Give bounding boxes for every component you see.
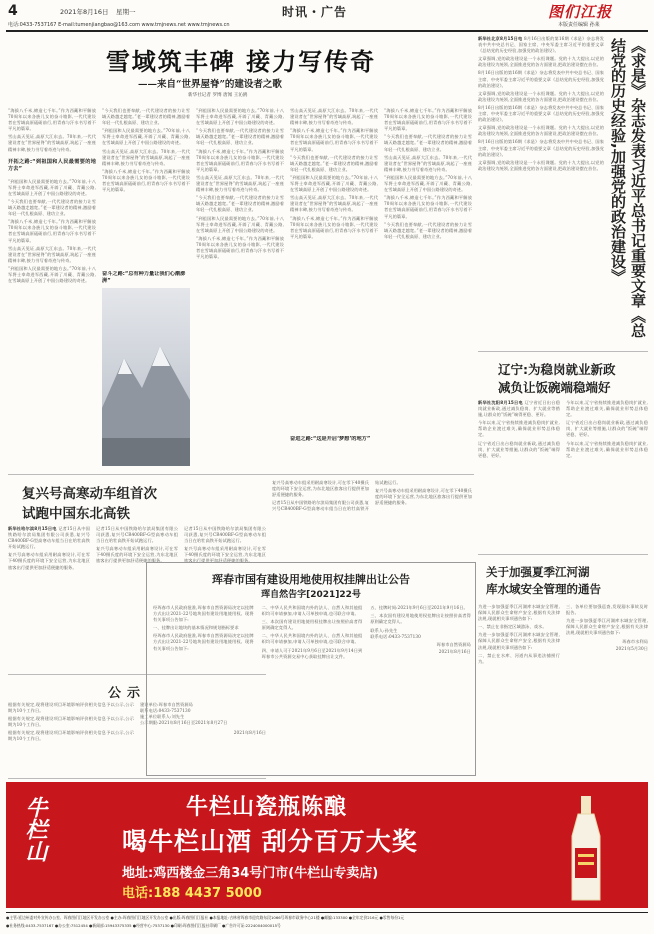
mountain-photo-icon bbox=[102, 288, 190, 466]
ad-line-1: 牛栏山瓷瓶陈酿 bbox=[186, 795, 348, 820]
lead-paragraph: “海拔八千米,缔造七千年。”作为西藏和平解放70周年以来各族儿女的奋斗缩影,一代代建设者在雪域高原砥砺前行,用青春与汗水书写着不平凡的篇章。 bbox=[290, 215, 378, 239]
sidebar-paragraph: 8月16日出版的第16期《求是》杂志将发表中共中央总书记、国家主席、中央军委主席习近平的重要文章《总结党的历史经验,加强党的政治建设》。 bbox=[478, 104, 604, 123]
employment-paragraph: 辽宁省近日出台稳岗就业新政,通过减负稳岗、扩大就业等措施,让群众的“饭碗”端得更稳、更好。 bbox=[478, 440, 560, 458]
lead-paragraph: “海拔八千米,缔造七千年。”作为西藏和平解放70周年以来各族儿女的奋斗缩影,一代代建设者在雪域高原砥砺前行,用青春与汗水书写着不平凡的篇章。 bbox=[384, 195, 472, 219]
lead-column-1 bbox=[8, 108, 96, 468]
sidebar-comment bbox=[478, 36, 648, 352]
water-safety-headline-1: 关于加强夏季江河湖 bbox=[486, 565, 590, 579]
auction-paragraph: 三、本次国有建设用地使用权挂牌出让按照价高者得原则确定竞得人。 bbox=[370, 613, 471, 625]
lead-paragraph: “海拔八千米,缔造七千年。”作为西藏和平解放70周年以来各族儿女的奋斗缩影,一代代建设者在雪域高原砥砺前行,用青春与汗水书写着不平凡的篇章。 bbox=[8, 219, 96, 243]
employment-story bbox=[478, 356, 648, 556]
ad-address: 地址:鸡西楼金三角34号门市(牛栏山专卖店) bbox=[122, 866, 379, 881]
land-auction-notice bbox=[146, 562, 476, 776]
liquor-advertisement bbox=[6, 782, 648, 908]
sidebar-paragraph: 8月16日出版的第16期《求是》杂志将发表中共中央总书记、国家主席、中央军委主席习近平的重要文章《总结党的历史经验,加强党的政治建设》。 bbox=[478, 70, 604, 88]
employment-paragraph: 今年以来,辽宁省持续推进减负稳岗扩就业,帮助企业渡过难关,确保就业形势总体稳定。 bbox=[566, 400, 648, 418]
lead-subheadline: ——来自“世界屋脊”的建设者之歌 bbox=[138, 79, 282, 90]
water-safety-paragraph: 一、禁止在非指定区域游泳、戏水。 bbox=[478, 624, 547, 630]
sidebar-paragraph: 文章强调,党的政治建设是一个永恒课题。党的十九大提出,以党的政治建设为统领,全面推进党的各方面建设,把政治建设摆在首位。 bbox=[478, 125, 604, 137]
footer-line-2: ●社务热线:0433-7537167 ●办公室:7512454 ●新闻部:15943375335 ●经营中心:7537130 ●印刷:珲春图们江报社印刷厂 ●广告许可证:2224004000015号 bbox=[6, 923, 281, 928]
notice-paragraph: 根据有关规定,现将建设项目环境影响评价相关信息予以公示,公示期为10个工作日。 bbox=[8, 702, 134, 714]
auction-doc-number: 珲自然告字[2021]22号 bbox=[261, 590, 361, 600]
lead-paragraph: “今天我们也要奉献,一代代建设者的接力让雪域天路越走越宽。”老一辈建设者的精神,激励着年轻一代扎根高原、建功立业。 bbox=[8, 198, 96, 217]
contact-line: 电话:0433-7537167 E-mail:tumenjiangbao@163.com www.tmjnews.net www.tmjnews.cn bbox=[8, 22, 230, 28]
date-line: 2021年8月16日 bbox=[60, 8, 109, 16]
lead-paragraph: “今天我们也要奉献,一代代建设者的接力让雪域天路越走越宽。”老一辈建设者的精神,激励着年轻一代扎根高原、建功立业。 bbox=[290, 154, 378, 172]
notice-paragraph: 根据有关规定,现将建设项目环境影响评价相关信息予以公示,公示期为10个工作日。 bbox=[8, 716, 134, 728]
railway-headline-2: 试跑中国东北高铁 bbox=[22, 506, 130, 522]
newspaper-logo: 图们江报 bbox=[548, 3, 613, 21]
railway-paragraph: 记者15日从中国铁路哈尔滨局集团有限公司获悉,复兴号CR400BF-G型高寒动车组当日在哈牡高铁开始试跑运行。 bbox=[96, 526, 178, 544]
auction-paragraph: 二、中华人民共和国境内外的法人、自然人和其他组织均可申请参加,申请人可单独申请,也可联合申请。 bbox=[261, 605, 363, 617]
editor-line: 本版责任编辑 孙莱 bbox=[558, 22, 600, 28]
auction-contact-person: 联系人:孙先生 bbox=[370, 628, 398, 634]
lead-paragraph: “到祖国和人民最需要的地方去。”70年前,十八军将士奉命进军西藏,开辟了川藏、青藏公路,在雪域高原上开创了中国公路建设的奇迹。 bbox=[102, 128, 190, 146]
lead-paragraph: “海拔八千米,缔造七千年。”作为西藏和平解放70周年以来各族儿女的奋斗缩影,一代代建设者在雪域高原砥砺前行,用青春与汗水书写着不平凡的篇章。 bbox=[290, 128, 378, 152]
lead-paragraph: 雪山高天见证,高原大江东去。70年来,一代代建设者在“世界屋脊”的雪域高原,筑起了一座座精神丰碑,接力书写着奇迹与传奇。 bbox=[290, 195, 378, 213]
lead-paragraph: “海拔八千米,缔造七千年。”作为西藏和平解放70周年以来各族儿女的奋斗缩影,一代代建设者在雪域高原砥砺前行,用青春与汗水书写着不平凡的篇章。 bbox=[8, 108, 96, 132]
section-title: 时讯・广告 bbox=[282, 5, 348, 19]
railway-paragraph: 复兴号高寒动车组采用耐高寒设计,可在零下40摄氏度的环境下安全运营,为东北地区旅客出行提供更加舒适便捷的服务。 bbox=[184, 546, 266, 564]
auction-paragraph: 经珲春市人民政府批准,珲春市自然资源局决定以挂牌方式出让2021-22号地块国有建设用地使用权。现将有关事项公告如下: bbox=[153, 633, 254, 651]
water-safety-paragraph: 三、各单位要加强巡查,发现溺水事故及时报告。 bbox=[566, 604, 648, 616]
auction-paragraph: 一、挂牌出让地块的基本情况和规划指标要求 bbox=[153, 625, 239, 631]
lead-paragraph: “到祖国和人民最需要的地方去。”70年前,十八军将士奉命进军西藏,开辟了川藏、青藏公路,在雪域高原上开创了中国公路建设的奇迹。 bbox=[196, 215, 284, 233]
lead-paragraph: “到祖国和人民最需要的地方去。”70年前,十八军将士奉命进军西藏,开辟了川藏、青藏公路,在雪域高原上开创了中国公路建设的奇迹。 bbox=[8, 265, 96, 284]
employment-paragraph: 今年以来,辽宁省持续推进减负稳岗扩就业,帮助企业渡过难关,确保就业形势总体稳定。 bbox=[478, 420, 560, 438]
sidebar-dateline: 新华社北京8月15日电 bbox=[478, 36, 523, 41]
sidebar-text bbox=[478, 36, 604, 352]
auction-paragraph: 三、本次国有建设用地使用权挂牌出让按照价高者得原则确定竞得人。 bbox=[261, 619, 363, 631]
auction-paragraph: 五、挂牌时间:2021年9月6日至2021年9月16日。 bbox=[370, 605, 468, 610]
lead-photo bbox=[102, 288, 190, 466]
lead-column-3 bbox=[196, 108, 284, 468]
lead-paragraph: “到祖国和人民最需要的地方去。”70年前,十八军将士奉命进军西藏,开辟了川藏、青藏公路,在雪域高原上开创了中国公路建设的奇迹。 bbox=[8, 178, 96, 196]
footer bbox=[6, 912, 648, 932]
lead-bottom-rule bbox=[8, 474, 474, 475]
lead-column-5 bbox=[384, 108, 472, 468]
railway-paragraph: 复兴号高寒动车组采用耐高寒设计,可在零下40摄氏度的环境下安全运营,为东北地区旅客出行提供更加舒适便捷的服务。 bbox=[96, 546, 178, 564]
notice-item: 联系电话:0433-7537130 bbox=[140, 708, 191, 714]
sidebar-paragraph: 8月16日出版的第16期《求是》杂志将发表中共中央总书记、国家主席、中央军委主席习近平的重要文章《总结党的历史经验,加强党的政治建设》。 bbox=[478, 139, 604, 157]
sidebar-paragraph: 8月16日出版的第16期《求是》杂志将发表中共中央总书记、国家主席、中央军委主席习近平的重要文章《总结党的历史经验,加强党的政治建设》。 bbox=[478, 36, 604, 54]
railway-paragraph: 复兴号高寒动车组采用耐高寒设计,可在零下40摄氏度的环境下安全运营,为东北地区旅客出行提供更加舒适便捷的服务。 bbox=[8, 552, 90, 570]
railway-paragraph: 记者15日从中国铁路哈尔滨局集团有限公司获悉,复兴号CR400BF-G型高寒动车组当日在哈牡高铁开始试跑运行。 bbox=[8, 526, 90, 550]
lead-paragraph: “今天我们也要奉献,一代代建设者的接力让雪域天路越走越宽。”老一辈建设者的精神,激励着年轻一代扎根高原、建功立业。 bbox=[384, 221, 472, 239]
lead-subhead-3: 奋进之路:“这是开启‘梦想’的地方” bbox=[290, 436, 371, 442]
notice-date: 2021年8月16日 bbox=[233, 730, 266, 736]
lead-paragraph: 雪山高天见证,高原大江东去。70年来,一代代建设者在“世界屋脊”的雪域高原,筑起了一座座精神丰碑,接力书写着奇迹与传奇。 bbox=[8, 134, 96, 152]
lead-paragraph: “到祖国和人民最需要的地方去。”70年前,十八军将士奉命进军西藏,开辟了川藏、青藏公路,在雪域高原上开创了中国公路建设的奇迹。 bbox=[384, 174, 472, 193]
lead-subhead-2: 奋斗之路:“总有种力量让我们心潮澎湃” bbox=[102, 271, 186, 284]
lead-paragraph: “到祖国和人民最需要的地方去。”70年前,十八军将士奉命进军西藏,开辟了川藏、青藏公路,在雪域高原上开创了中国公路建设的奇迹。 bbox=[196, 108, 284, 126]
notice-item: 建设单位:珲春市自然资源局 bbox=[140, 702, 193, 707]
lead-paragraph: 雪山高天见证,高原大江东去。70年来,一代代建设者在“世界屋脊”的雪域高原,筑起了一座座精神丰碑,接力书写着奇迹与传奇。 bbox=[384, 154, 472, 172]
auction-paragraph: 二、中华人民共和国境内外的法人、自然人和其他组织均可申请参加,申请人可单独申请,也可联合申请。 bbox=[261, 633, 363, 645]
sidebar-paragraph: 文章强调,党的政治建设是一个永恒课题。党的十九大提出,以党的政治建设为统领,全面推进党的各方面建设,把政治建设摆在首位。 bbox=[478, 159, 604, 171]
railway-continuation bbox=[272, 480, 472, 560]
railway-headline-1: 复兴号高寒动车组首次 bbox=[22, 486, 157, 502]
employment-headline-1: 辽宁:为稳岗就业新政 bbox=[498, 362, 616, 377]
water-safety-issuer: 珲春市水利局 bbox=[622, 639, 648, 645]
sidebar-paragraph: 文章强调,党的政治建设是一个永恒课题。党的十九大提出,以党的政治建设为统领,全面推进党的各方面建设,把政治建设摆在首位。 bbox=[478, 56, 604, 68]
auction-issue-date: 2021年8月16日 bbox=[438, 648, 471, 654]
auction-paragraph: 四、申请人可于2021年9月6日至2021年9月14日到珲春市公共资源交易中心获取挂牌出让文件。 bbox=[261, 647, 363, 659]
auction-body bbox=[153, 605, 471, 773]
railway-paragraph: 记者15日从中国铁路哈尔滨局集团有限公司获悉,复兴号CR400BF-G型高寒动车组当日在哈牡高铁开始试跑运行。 bbox=[272, 480, 401, 512]
notice-item: 公示期限:2021年8月16日至2021年8月27日 bbox=[140, 720, 228, 726]
railway-paragraph: 记者15日从中国铁路哈尔滨局集团有限公司获悉,复兴号CR400BF-G型高寒动车组当日在哈牡高铁开始试跑运行。 bbox=[184, 526, 266, 544]
lead-paragraph: “到祖国和人民最需要的地方去。”70年前,十八军将士奉命进军西藏,开辟了川藏、青藏公路,在雪域高原上开创了中国公路建设的奇迹。 bbox=[290, 174, 378, 193]
railway-paragraph: 复兴号高寒动车组采用耐高寒设计,可在零下40摄氏度的环境下安全运营,为东北地区旅客出行提供更加舒适便捷的服务。 bbox=[272, 480, 369, 498]
lead-paragraph: “海拔八千米,缔造七千年。”作为西藏和平解放70周年以来各族儿女的奋斗缩影,一代代建设者在雪域高原砥砺前行,用青春与汗水书写着不平凡的篇章。 bbox=[196, 148, 284, 172]
water-safety-headline-2: 库水域安全管理的通告 bbox=[486, 582, 601, 596]
employment-paragraph: 今年以来,辽宁省持续推进减负稳岗扩就业,帮助企业渡过难关,确保就业形势总体稳定。 bbox=[566, 440, 648, 458]
lead-subhead-1: 开拓之路:“到祖国和人民最需要的地方去” bbox=[8, 158, 96, 172]
lead-story bbox=[8, 36, 474, 476]
railway-paragraph: 复兴号高寒动车组采用耐高寒设计,可在零下40摄氏度的环境下安全运营,为东北地区旅客出行提供更加舒适便捷的服务。 bbox=[375, 488, 472, 506]
masthead-rule bbox=[6, 30, 648, 32]
lead-paragraph: “海拔八千米,缔造七千年。”作为西藏和平解放70周年以来各族儿女的奋斗缩影,一代代建设者在雪域高原砥砺前行,用青春与汗水书写着不平凡的篇章。 bbox=[384, 108, 472, 132]
lead-paragraph: 雪山高天见证,高原大江东去。70年来,一代代建设者在“世界屋脊”的雪域高原,筑起了一座座精神丰碑,接力书写着奇迹与传奇。 bbox=[290, 108, 378, 126]
employment-bottom-rule bbox=[478, 554, 648, 555]
ad-brand-logo: 牛栏山 bbox=[22, 796, 48, 862]
auction-title: 珲春市国有建设用地使用权挂牌出让公告 bbox=[212, 573, 410, 586]
water-safety-paragraph: 为进一步加强夏季江河湖库水域安全管理,保障人民群众生命财产安全,根据有关法律法规,现就相关事项通告如下: bbox=[478, 604, 560, 622]
lead-paragraph: “海拔八千米,缔造七千年。”作为西藏和平解放70周年以来各族儿女的奋斗缩影,一代代建设者在雪域高原砥砺前行,用青春与汗水书写着不平凡的篇章。 bbox=[196, 235, 284, 260]
notice-title: 公示 bbox=[108, 686, 147, 701]
auction-paragraph: 经珲春市人民政府批准,珲春市自然资源局决定以挂牌方式出让2021-22号地块国有建设用地使用权。现将有关事项公告如下: bbox=[153, 605, 254, 623]
lead-paragraph: “今天我们也要奉献,一代代建设者的接力让雪域天路越走越宽。”老一辈建设者的精神,激励着年轻一代扎根高原、建功立业。 bbox=[102, 108, 190, 126]
sidebar-bottom-rule bbox=[478, 351, 648, 352]
water-safety-paragraph: 二、禁止在水库、河道内从事违法捕捞行为。 bbox=[478, 652, 560, 664]
liquor-bottle-icon bbox=[566, 796, 606, 904]
lead-paragraph: 雪山高天见证,高原大江东去。70年来,一代代建设者在“世界屋脊”的雪域高原,筑起了一座座精神丰碑,接力书写着奇迹与传奇。 bbox=[102, 148, 190, 166]
lead-paragraph: 雪山高天见证,高原大江东去。70年来,一代代建设者在“世界屋脊”的雪域高原,筑起了一座座精神丰碑,接力书写着奇迹与传奇。 bbox=[8, 245, 96, 263]
employment-paragraph: 辽宁省近日出台稳岗就业新政,通过减负稳岗、扩大就业等措施,让群众的“饭碗”端得更稳、更好。 bbox=[478, 400, 560, 418]
notice-bottom-rule bbox=[8, 778, 266, 779]
water-safety-paragraph: 为进一步加强夏季江河湖库水域安全管理,保障人民群众生命财产安全,根据有关法律法规,现就相关事项通告如下: bbox=[478, 632, 560, 650]
notice-item: 施工单位联系人:刘先生 bbox=[140, 714, 185, 720]
lead-paragraph: “今天我们也要奉献,一代代建设者的接力让雪域天路越走越宽。”老一辈建设者的精神,激励着年轻一代扎根高原、建功立业。 bbox=[196, 128, 284, 146]
lead-paragraph: 雪山高天见证,高原大江东去。70年来,一代代建设者在“世界屋脊”的雪域高原,筑起了一座座精神丰碑,接力书写着奇迹与传奇。 bbox=[196, 174, 284, 193]
water-safety-issue-date: 2021年5月30日 bbox=[615, 645, 648, 651]
footer-line-1: ●主管:延边州委对外宣传办公室、珲春图们江地区开发办公室 ●主办:珲春图们江地区开发办公室 ●出版:珲春图们江报社 ●本报地址:吉林省珲春市迎宾路东段1066号珲春市政务中心21楼 ●邮编:133300 ●全年定价216元 ●零售每份1元 bbox=[6, 915, 405, 920]
water-safety-body bbox=[478, 604, 648, 772]
notice-body bbox=[8, 702, 134, 776]
employment-paragraph: 辽宁省近日出台稳岗就业新政,通过减负稳岗、扩大就业等措施,让群众的“饭碗”端得更稳、更好。 bbox=[566, 420, 648, 438]
sidebar-paragraph: 文章强调,党的政治建设是一个永恒课题。党的十九大提出,以党的政治建设为统领,全面推进党的各方面建设,把政治建设摆在首位。 bbox=[478, 90, 604, 102]
auction-contact-phone: 联系电话:0433-7537130 bbox=[370, 634, 421, 640]
page-number: 4 bbox=[8, 3, 18, 19]
sidebar-vertical-title: 《求是》杂志发表习近平总书记重要文章《总结党的历史经验,加强党的政治建设》 bbox=[609, 38, 647, 338]
railway-dateline: 新华社哈尔滨8月15日电 bbox=[8, 526, 57, 531]
water-safety-notice bbox=[478, 562, 648, 776]
employment-headline-2: 减负让饭碗端稳端好 bbox=[498, 380, 611, 395]
ad-line-2: 喝牛栏山酒 刮分百万大奖 bbox=[122, 827, 418, 856]
water-safety-paragraph: 为进一步加强夏季江河湖库水域安全管理,保障人民群众生命财产安全,根据有关法律法规,现就相关事项通告如下: bbox=[566, 618, 648, 636]
lead-paragraph: “海拔八千米,缔造七千年。”作为西藏和平解放70周年以来各族儿女的奋斗缩影,一代代建设者在雪域高原砥砺前行,用青春与汗水书写着不平凡的篇章。 bbox=[102, 168, 190, 193]
lead-headline: 雪域筑丰碑 接力写传奇 bbox=[105, 48, 377, 76]
lead-column-2 bbox=[102, 108, 190, 268]
weekday: 星期一 bbox=[116, 8, 136, 16]
lead-paragraph: “今天我们也要奉献,一代代建设者的接力让雪域天路越走越宽。”老一辈建设者的精神,激励着年轻一代扎根高原、建功立业。 bbox=[384, 134, 472, 152]
lead-paragraph: “今天我们也要奉献,一代代建设者的接力让雪域天路越走越宽。”老一辈建设者的精神,激励着年轻一代扎根高原、建功立业。 bbox=[196, 195, 284, 213]
masthead bbox=[0, 0, 654, 32]
employment-text bbox=[478, 400, 648, 550]
lead-column-4 bbox=[290, 108, 378, 468]
notice-paragraph: 根据有关规定,现将建设项目环境影响评价相关信息予以公示,公示期为10个工作日。 bbox=[8, 730, 134, 742]
auction-issuer: 珲春市自然资源局 bbox=[436, 642, 471, 648]
lead-byline: 新华社记者 罗博 唐闻 王沁鸥 bbox=[188, 93, 248, 98]
ad-phone: 电话:188 4437 5000 bbox=[122, 886, 262, 901]
employment-dateline: 新华社沈阳8月15日电 bbox=[478, 400, 523, 405]
